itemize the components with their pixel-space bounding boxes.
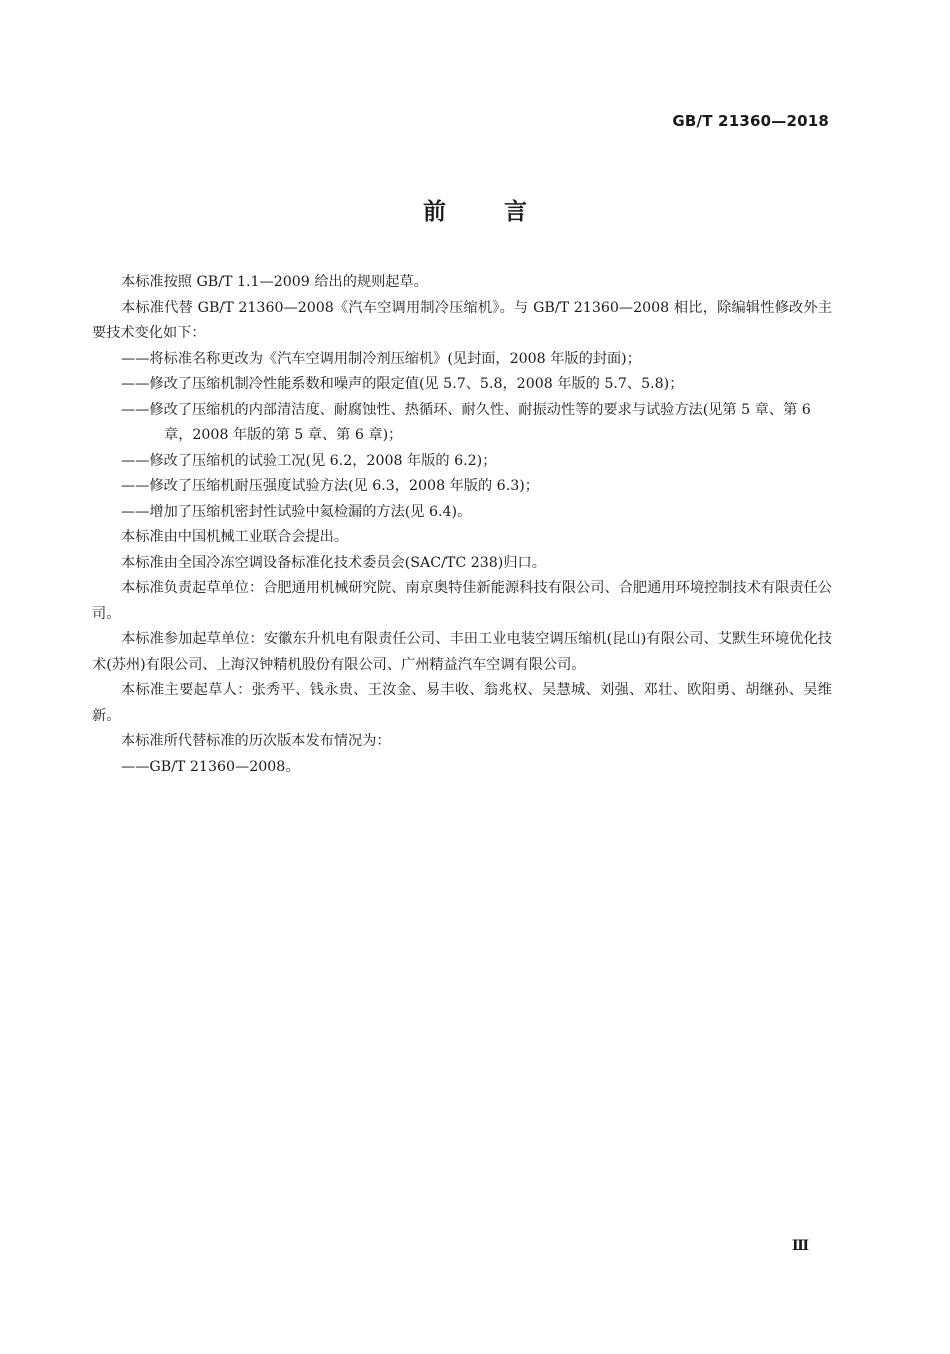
paragraph-main-drafters: 本标准负责起草单位：合肥通用机械研究院、南京奥特佳新能源科技有限公司、合肥通用环境控制技术有限责任公司。 <box>92 580 832 622</box>
standard-code: GB/T 21360—2018 <box>672 112 829 130</box>
paragraph-replacement: 本标准代替 GB/T 21360—2008《汽车空调用制冷压缩机》。与 GB/T 21360—2008 相比，除编辑性修改外主要技术变化如下： <box>92 299 832 341</box>
page-number: Ⅲ <box>791 1238 809 1254</box>
paragraph-proposer: 本标准由中国机械工业联合会提出。 <box>121 529 349 545</box>
change-item-requirements: ——修改了压缩机的内部清洁度、耐腐蚀性、热循环、耐久性、耐振动性等的要求与试验方法(见第 5 章、第 6 章，2008 年版的第 5 章、第 6 章)； <box>121 401 811 443</box>
change-item-test-conditions: ——修改了压缩机的试验工况(见 6.2，2008 年版的 6.2)； <box>121 452 497 469</box>
change-item-pressure-test: ——修改了压缩机耐压强度试验方法(见 6.3，2008 年版的 6.3)； <box>121 478 539 494</box>
paragraph-history: 本标准所代替标准的历次版本发布情况为： <box>121 733 391 749</box>
paragraph-authors: 本标准主要起草人：张秀平、钱永贵、王汝金、易丰收、翁兆权、吴慧城、刘强、邓壮、欧阳勇、胡继孙、吴维新。 <box>92 682 832 724</box>
paragraph-participating-drafters: 本标准参加起草单位：安徽东升机电有限责任公司、丰田工业电装空调压缩机(昆山)有限公司、艾默生环境优化技术(苏州)有限公司、上海汉钟精机股份有限公司、广州精益汽车空调有限公司。 <box>92 631 832 673</box>
paragraph-drafting-rules: 本标准按照 GB/T 1.1—2009 给出的规则起草。 <box>121 274 428 290</box>
change-item-name: ——将标准名称更改为《汽车空调用制冷剂压缩机》(见封面，2008 年版的封面)； <box>121 350 641 367</box>
change-item-helium-leak: ——增加了压缩机密封性试验中氦检漏的方法(见 6.4)。 <box>121 503 472 520</box>
change-item-performance: ——修改了压缩机制冷性能系数和噪声的限定值(见 5.7、5.8，2008 年版的 5.7、5.8)； <box>121 376 684 392</box>
paragraph-committee: 本标准由全国冷冻空调设备标准化技术委员会(SAC/TC 238)归口。 <box>121 554 546 571</box>
document-body <box>92 270 832 780</box>
page-title: 前言 <box>423 199 585 225</box>
history-item: ——GB/T 21360—2008。 <box>121 758 300 775</box>
